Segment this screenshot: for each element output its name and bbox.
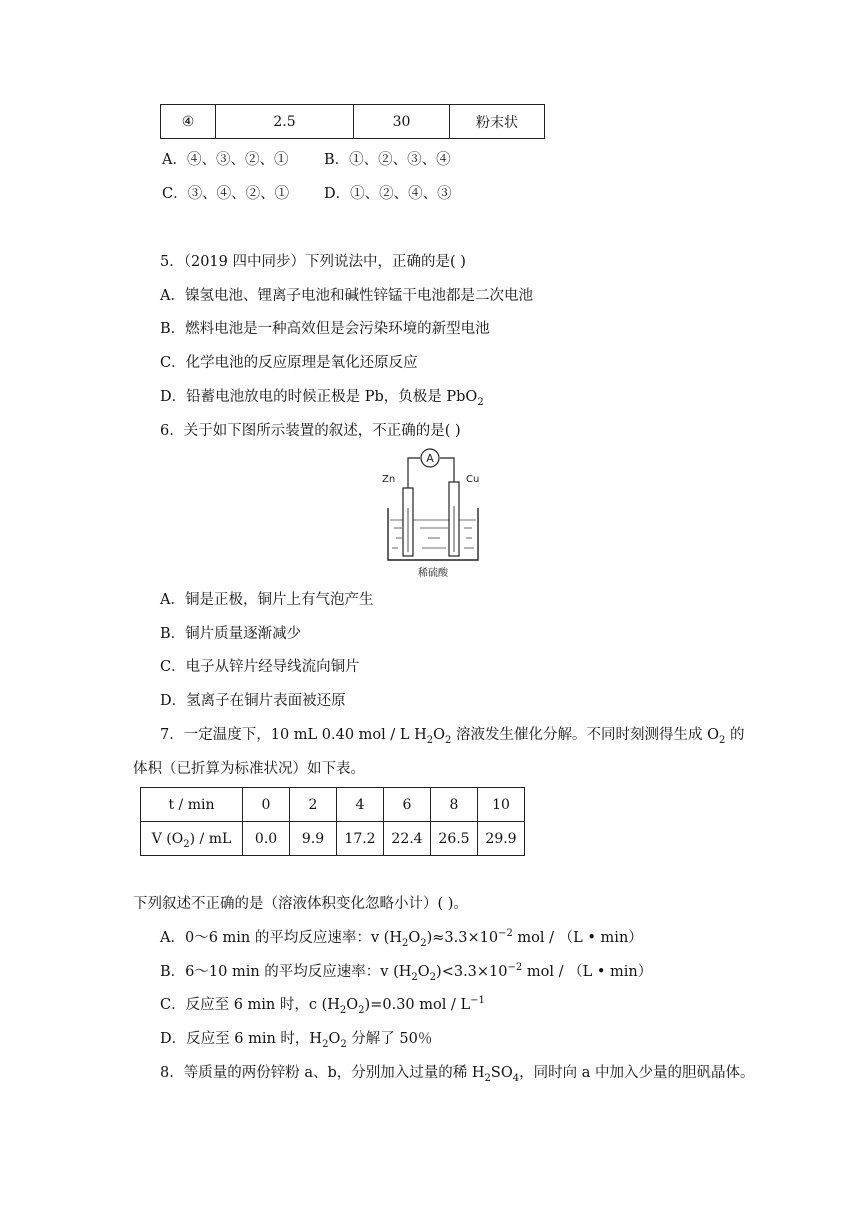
q4-option-d: D．①、②、④、③ <box>324 186 452 202</box>
q4-option-c: C．③、④、②、① <box>162 186 290 202</box>
table-header: t / min <box>141 788 243 822</box>
table-cell: 8 <box>431 788 478 822</box>
svg-text:Zn: Zn <box>382 474 396 485</box>
svg-text:稀硫酸: 稀硫酸 <box>418 568 448 579</box>
table-cell: 0 <box>243 788 290 822</box>
svg-text:Cu: Cu <box>466 474 480 485</box>
q4-option-a: A．④、③、②、① <box>162 152 289 168</box>
q6-stem: 6．关于如下图所示装置的叙述，不正确的是( ) <box>160 423 461 439</box>
q7-option-c: C．反应至 6 min 时，c $(H_2O_2)=0.30$ mol / $L^{-1}$ <box>160 995 485 1016</box>
svg-text:A: A <box>426 452 434 465</box>
table-cell: 粉末状 <box>450 105 545 139</box>
q6-option-c: C．电子从锌片经导线流向铜片 <box>160 659 360 675</box>
galvanic-cell-diagram <box>378 448 488 580</box>
q5-option-a: A．镍氢电池、锂离子电池和碱性锌锰干电池都是二次电池 <box>160 288 533 304</box>
table-cell: 6 <box>384 788 431 822</box>
table-cell: 4 <box>337 788 384 822</box>
table-cell: 17.2 <box>337 822 384 856</box>
table-cell: 30 <box>354 105 450 139</box>
q7-stem: 7．一定温度下，10 mL 0.40 mol / L $H_2O_2$ 溶液发生催化分解。不同时刻测得生成 $O_2$ 的 <box>160 727 745 746</box>
table-cell: 0.0 <box>243 822 290 856</box>
q6-option-b: B．铜片质量逐渐减少 <box>160 626 302 642</box>
table-cell: 10 <box>478 788 525 822</box>
table-cell: 2.5 <box>216 105 354 139</box>
q6-option-a: A．铜是正极，铜片上有气泡产生 <box>160 592 374 608</box>
q4-option-b: B．①、②、③、④ <box>324 152 451 168</box>
q7-option-a: A．0～6 min 的平均反应速率：v $(H_2O_2)\approx 3.3\times 10^{-2}$ mol / （L • min） <box>160 928 643 949</box>
q5-stem: 5．（2019 四中同步）下列说法中，正确的是( ) <box>160 254 466 270</box>
q6-option-d: D．氢离子在铜片表面被还原 <box>160 693 346 709</box>
table-row <box>141 822 525 856</box>
table-header: V $(O_2)$ / mL <box>141 822 243 856</box>
table-cell: 2 <box>290 788 337 822</box>
q7-stem-line2: 体积（已折算为标准状况）如下表。 <box>133 761 365 777</box>
q7-option-b: B．6～10 min 的平均反应速率：v $(H_2O_2)<3.3\times 10^{-2}$ mol / （L • min） <box>160 962 653 983</box>
table-cell: 26.5 <box>431 822 478 856</box>
oxygen-volume-table <box>140 787 525 856</box>
q5-option-b: B．燃料电池是一种高效但是会污染环境的新型电池 <box>160 321 490 337</box>
table-row <box>141 788 525 822</box>
q7-option-d: D．反应至 6 min 时，$H_2O_2$ 分解了 50％ <box>160 1031 433 1050</box>
table-cell: 9.9 <box>290 822 337 856</box>
table-cell: 29.9 <box>478 822 525 856</box>
q7-lead: 下列叙述不正确的是（溶液体积变化忽略小计）( )。 <box>133 896 468 912</box>
q8-stem: 8．等质量的两份锌粉 a、b，分别加入过量的稀 $H_2SO_4$，同时向 a 中加入少量的胆矾晶体。 <box>160 1065 755 1084</box>
table-cell: ④ <box>161 105 216 139</box>
table-cell: 22.4 <box>384 822 431 856</box>
q5-option-d: D．铅蓄电池放电的时候正极是 Pb，负极是 PbO$_2$ <box>160 389 484 408</box>
q5-option-c: C．化学电池的反应原理是氧化还原反应 <box>160 355 418 371</box>
reaction-table-row <box>160 104 545 139</box>
